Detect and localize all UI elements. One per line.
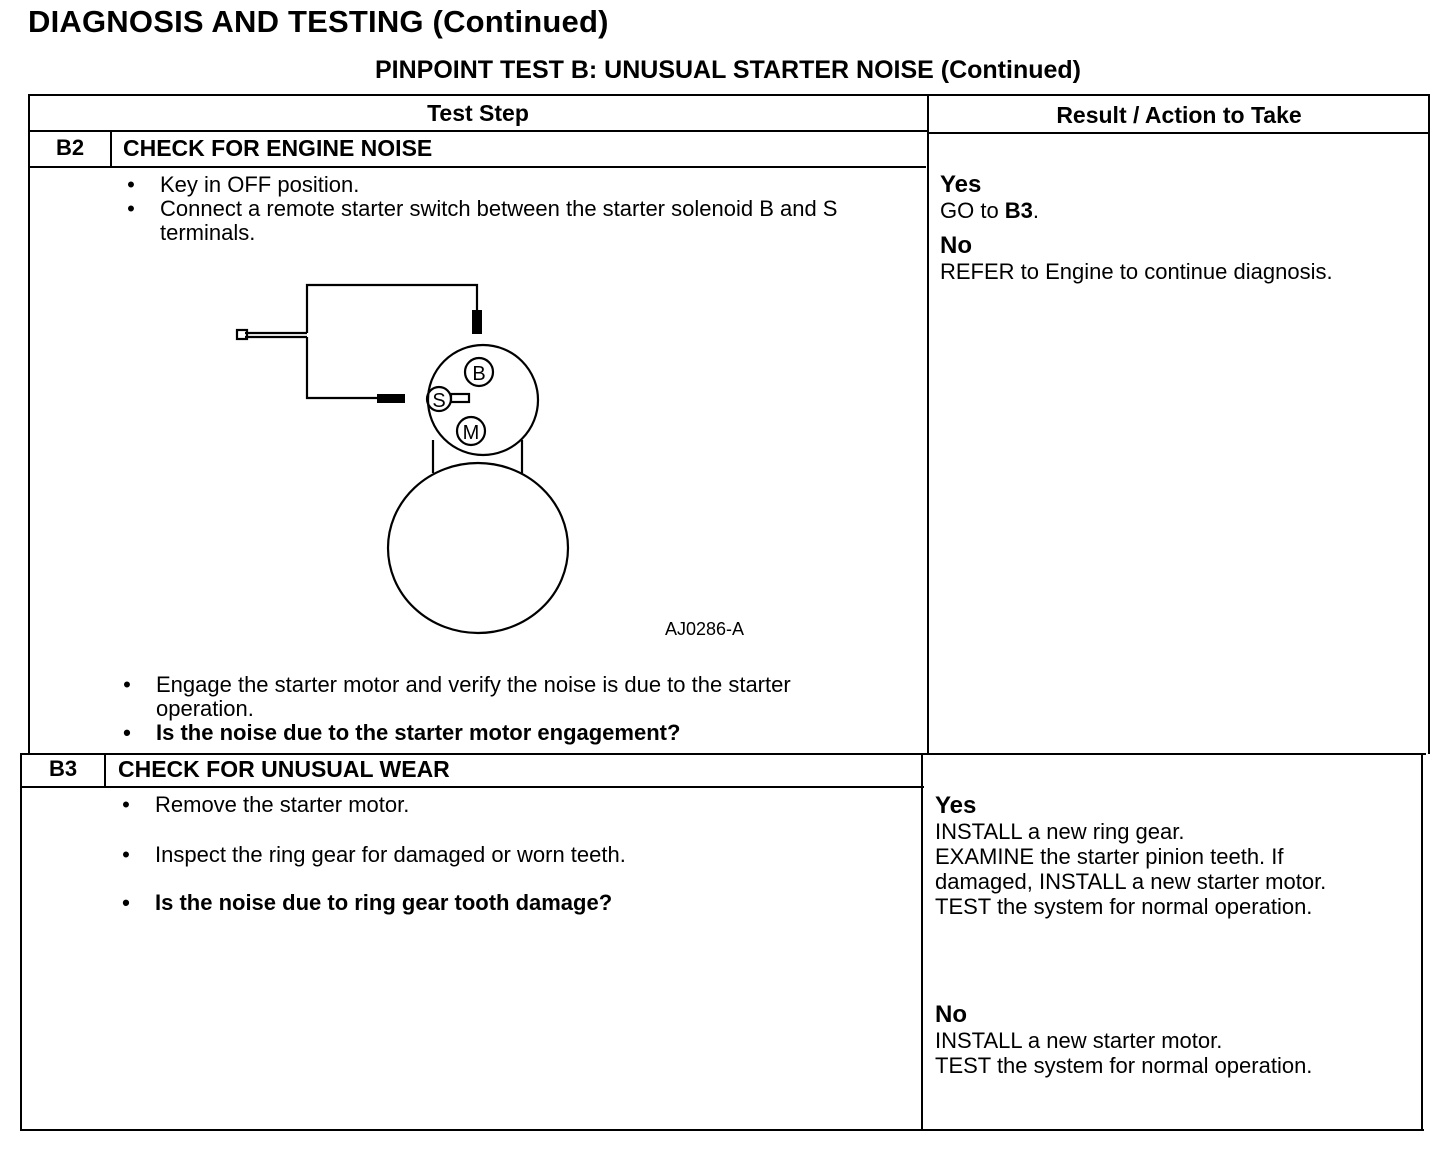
step-id-b2: B2 xyxy=(55,135,85,160)
column-header-result: Result / Action to Take xyxy=(1056,102,1302,128)
column-divider-bottom xyxy=(921,753,923,1131)
list-item: • Connect a remote starter switch between the starter solenoid B and S terminals. xyxy=(127,196,838,245)
b3-no-line: INSTALL a new starter motor. xyxy=(935,1028,1223,1053)
column-divider-top xyxy=(927,94,929,754)
terminal-m-label: M xyxy=(462,422,480,444)
b3-instructions xyxy=(119,793,899,915)
b3-results-yes xyxy=(935,793,1419,919)
s-connector xyxy=(377,394,405,403)
b3-results-no xyxy=(935,1002,1419,1078)
starter-solenoid-diagram xyxy=(225,280,785,645)
b3-yes-line: EXAMINE the starter pinion teeth. If xyxy=(935,844,1284,869)
table-left-border-top xyxy=(28,94,30,754)
table-right-border-top xyxy=(1428,94,1430,754)
b3-yes-line: damaged, INSTALL a new starter motor. xyxy=(935,869,1327,894)
terminal-b-label: B xyxy=(472,363,486,385)
b2-title-divider xyxy=(28,166,926,168)
step-title-b3: CHECK FOR UNUSUAL WEAR xyxy=(118,756,450,782)
list-item: • Inspect the ring gear for damaged or worn teeth. xyxy=(122,842,626,867)
figure-id-label: AJ0286-A xyxy=(665,619,745,639)
b3-yes-line: INSTALL a new ring gear. xyxy=(935,819,1185,844)
terminal-s-lug xyxy=(451,394,469,402)
step-title-b2: CHECK FOR ENGINE NOISE xyxy=(123,135,433,161)
b2-results xyxy=(940,172,1420,284)
table-right-border-bottom xyxy=(1421,753,1423,1131)
b3-no-label: No xyxy=(935,1001,967,1028)
b2-yes-ref: B3 xyxy=(1004,198,1033,223)
b2-yes-action: GO to B3. xyxy=(940,198,1040,223)
list-item: • Is the noise due to the starter motor engagement? xyxy=(123,720,681,745)
list-item: • Remove the starter motor. xyxy=(122,792,410,817)
motor-body xyxy=(388,463,568,633)
list-item: • Key in OFF position. xyxy=(127,172,360,197)
table-left-border-bottom xyxy=(20,753,22,1131)
wire-to-b xyxy=(307,285,477,333)
b2-id-divider xyxy=(110,130,112,167)
column-header-test-step: Test Step xyxy=(427,100,529,126)
b2-instructions-after xyxy=(120,673,890,745)
b2-no-label: No xyxy=(940,232,972,259)
b2-instructions-before xyxy=(124,173,894,245)
b3-yes-label: Yes xyxy=(935,792,977,819)
table-top-border xyxy=(28,94,1430,96)
b3-title-divider xyxy=(22,786,924,788)
header-divider-right xyxy=(928,132,1430,134)
table-bottom-border xyxy=(20,1129,1424,1131)
step-id-b3: B3 xyxy=(48,756,78,781)
b-connector xyxy=(472,310,482,334)
page-title: DIAGNOSIS AND TESTING (Continued) xyxy=(28,4,609,39)
terminal-s-label: S xyxy=(432,390,446,412)
step-separator xyxy=(22,753,1426,755)
b3-id-divider xyxy=(104,753,106,787)
list-item: • Is the noise due to ring gear tooth damage? xyxy=(122,890,613,915)
b3-yes-line: TEST the system for normal operation. xyxy=(935,894,1313,919)
test-title: PINPOINT TEST B: UNUSUAL STARTER NOISE (Continued) xyxy=(374,56,1081,84)
b3-no-line: TEST the system for normal operation. xyxy=(935,1053,1313,1078)
b2-yes-label: Yes xyxy=(940,171,982,198)
wire-to-s xyxy=(307,337,377,398)
header-divider-left xyxy=(28,130,928,132)
list-item: • Engage the starter motor and verify the noise is due to the starter operation. xyxy=(123,672,791,721)
b2-no-action: REFER to Engine to continue diagnosis. xyxy=(940,259,1333,284)
